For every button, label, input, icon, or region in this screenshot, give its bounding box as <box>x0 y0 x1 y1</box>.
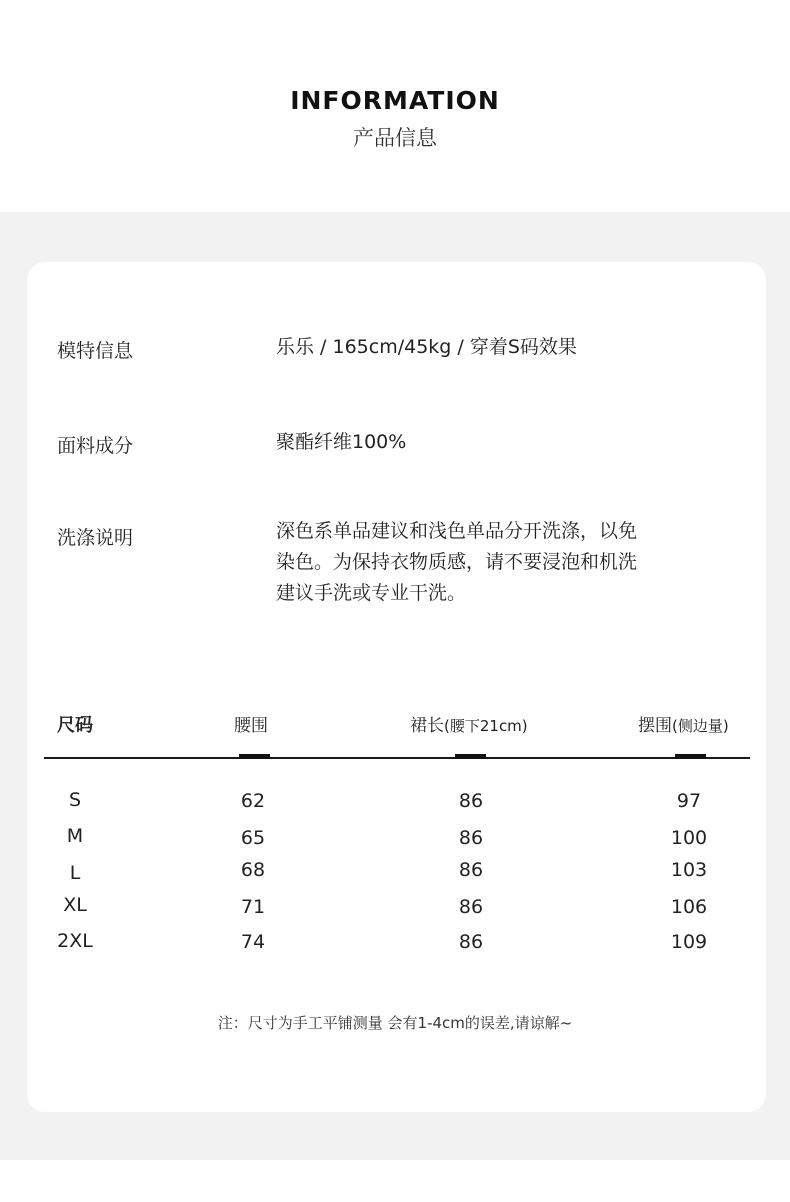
cell-size: 2XL <box>57 930 93 952</box>
divider-marker <box>239 754 270 759</box>
wash-line-1: 深色系单品建议和浅色单品分开洗涤，以免 <box>276 520 638 542</box>
measurement-note: 注：尺寸为手工平铺测量 会有1-4cm的误差,请谅解~ <box>217 1014 573 1032</box>
cell-hem: 100 <box>670 827 708 849</box>
header-length-sub: (腰下21cm) <box>444 717 528 735</box>
header-waist: 腰围 <box>234 716 268 736</box>
wash-line-2: 染色。为保持衣物质感，请不要浸泡和机洗 <box>276 551 638 573</box>
info-card <box>27 262 766 1112</box>
header-hem-main: 摆围 <box>638 716 672 736</box>
cell-hem: 106 <box>670 896 708 918</box>
fabric-value: 聚酯纤维100% <box>276 431 407 453</box>
wash-label: 洗涤说明 <box>57 527 134 549</box>
cell-size: S <box>68 789 82 811</box>
header-size: 尺码 <box>57 715 93 736</box>
wash-instructions <box>276 516 706 609</box>
header-subtitle: 产品信息 <box>353 126 437 150</box>
divider-marker <box>675 754 706 759</box>
fabric-label: 面料成分 <box>57 435 134 457</box>
cell-waist: 65 <box>240 827 266 849</box>
page-header <box>0 0 790 212</box>
divider-marker <box>455 754 486 759</box>
cell-hem: 103 <box>670 859 708 881</box>
cell-size: XL <box>63 894 87 916</box>
cell-length: 86 <box>458 931 484 953</box>
cell-hem: 109 <box>670 931 708 953</box>
table-divider <box>44 757 750 759</box>
cell-size: L <box>69 862 81 884</box>
header-length <box>410 711 528 736</box>
cell-hem: 97 <box>676 790 702 812</box>
cell-waist: 62 <box>240 790 266 812</box>
cell-length: 86 <box>458 859 484 881</box>
header-hem <box>638 711 729 736</box>
header-length-main: 裙长 <box>410 716 444 736</box>
cell-waist: 68 <box>240 859 266 881</box>
cell-size: M <box>66 825 84 847</box>
cell-waist: 74 <box>240 931 266 953</box>
header-hem-sub: (侧边量) <box>672 717 729 735</box>
model-info-value: 乐乐 / 165cm/45kg / 穿着S码效果 <box>276 336 577 358</box>
model-info-label: 模特信息 <box>57 340 134 362</box>
wash-line-3: 建议手洗或专业干洗。 <box>276 582 467 604</box>
cell-length: 86 <box>458 790 484 812</box>
cell-length: 86 <box>458 827 484 849</box>
footer-strip <box>0 1160 790 1202</box>
cell-waist: 71 <box>240 896 266 918</box>
cell-length: 86 <box>458 896 484 918</box>
header-title: INFORMATION <box>290 86 500 115</box>
